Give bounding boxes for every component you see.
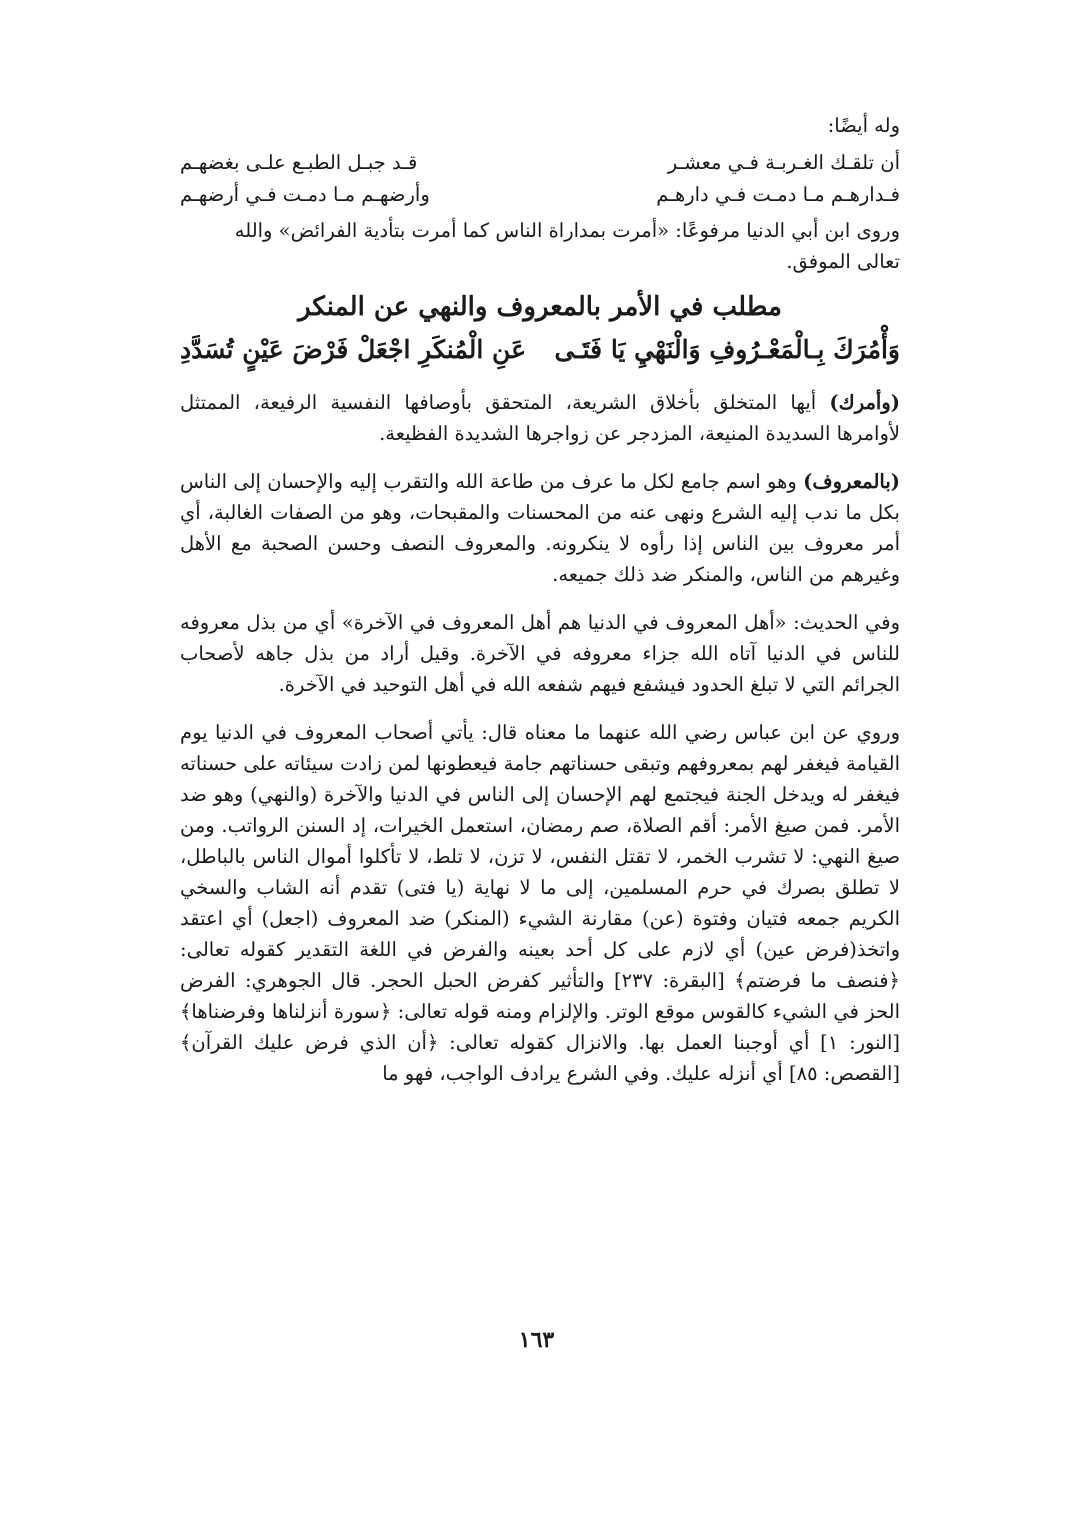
paragraph-maruf-keyword: (بالمعروف) (803, 470, 900, 493)
paragraph-hadith: وفي الحديث: «أهل المعروف في الدنيا هم أهل المعروف في الآخرة» أي من بذل معروفه للناس في الدنيا آتاه الله جزاء معروفه في الآخرة. وقيل أراد من بذل جاهه لأصحاب الجرائم التي لا تبلغ الحدود فيشفع فيهم شفعه الله في أهل التوحيد في الآخرة. (180, 611, 900, 696)
verse-1-second-hemistich: قـد جبـل الطبـع علـى بغضهـم (180, 151, 418, 174)
poem-two-first-hemistich: وَأْمُرَكَ بِـالْمَعْـرُوفِ وَالْنَهْيِ يَا فَتَـى (554, 335, 900, 364)
paragraph-amr-keyword: (وأمرك) (829, 391, 900, 414)
paragraph-amr (180, 387, 900, 449)
poem-two-second-hemistich: عَنِ الْمُنكَرِ اجْعَلْ فَرْضَ عَيْنٍ تُسَدَّدِ (180, 335, 526, 364)
page-number: ١٦٣ (518, 1327, 555, 1353)
paragraph-amr-text: أيها المتخلق بأخلاق الشريعة، المتحقق بأوصافها النفسية الرفيعة، الممتثل لأوامرها السديدة المنيعة، المزدجر عن زواجرها الشديدة الفظيعة. (180, 391, 900, 445)
riwaya-paragraph (180, 215, 900, 277)
paragraph-maruf (180, 466, 900, 590)
poem-two-verse (180, 329, 900, 371)
poem-one-verse-2 (180, 179, 900, 211)
section-title: مطلب في الأمر بالمعروف والنهي عن المنكر (298, 292, 782, 322)
riwaya-line-1: وروى ابن أبي الدنيا مرفوعًا: «أمرت بمداراة الناس كما أمرت بتأدية الفرائض» والله (234, 219, 900, 242)
intro-line: وله أيضًا: (827, 114, 900, 137)
page-body (180, 110, 900, 1510)
verse-1-first-hemistich: أن تلقـك الغـربـة فـي معشـر (667, 151, 900, 174)
paragraph-ibn-abbas: وروي عن ابن عباس رضي الله عنهما ما معناه قال: يأتي أصحاب المعروف في الدنيا يوم القيامة فيغفر لهم بمعروفهم وتبقى حسناتهم جامة فيعطونها لمن زادت سيئاته على حسناته فيغفر له ويدخل الجنة فيجتمع لهم الإحسان إلى الناس في الدنيا والآخرة (والنهي) وهو ضد الأمر. فمن صيغ الأمر: أقم الصلاة، صم رمضان، استعمل الخيرات، إد السنن الرواتب. ومن صيغ النهي: لا تشرب الخمر، لا تقتل النفس، لا تزن، لا تلط، لا تأكلوا أموال الناس بالباطل، لا تطلق بصرك في حرم المسلمين، إلى ما لا نهاية (يا فتى) تقدم أنه الشاب والسخي الكريم جمعه فتيان وفتوة (عن) مقارنة الشيء (المنكر) ضد المعروف (اجعل) أي اعتقد واتخذ(فرض عين) أي لازم على كل أحد بعينه والفرض في اللغة التقدير كقوله تعالى: ﴿فنصف ما فرضتم﴾ [البقرة: ٢٣٧] والتأثير كفرض الحبل الحجر. قال الجوهري: الفرض الحز في الشيء كالقوس موقع الوتر. والإلزام ومنه قوله تعالى: ﴿سورة أنزلناها وفرضناها﴾ [النور: ١] أي أوجبنا العمل بها. والانزال كقوله تعالى: ﴿أن الذي فرض عليك القرآن﴾ [القصص: ٨٥] أي أنزله عليك. وفي الشرع يرادف الواجب، فهو ما (180, 721, 900, 1085)
paragraph-maruf-text: وهو اسم جامع لكل ما عرف من طاعة الله والتقرب إليه والإحسان إلى الناس بكل ما ندب إليه الشرع ونهى عنه من المحسنات والمقبحات، وهو من الصفات الغالبة، أي أمر معروف بين الناس إذا رأوه لا ينكرونه. والمعروف النصف وحسن الصحبة مع الأهل وغيرهم من الناس، والمنكر ضد ذلك جميعه. (180, 470, 900, 586)
verse-2-second-hemistich: وأرضهـم مـا دمـت فـي أرضهـم (180, 183, 430, 206)
verse-2-first-hemistich: فـدارهـم مـا دمـت فـي دارهـم (656, 183, 900, 206)
poem-one (180, 147, 900, 211)
riwaya-line-2: تعالى الموفق. (786, 250, 900, 273)
poem-one-verse-1 (180, 147, 900, 179)
